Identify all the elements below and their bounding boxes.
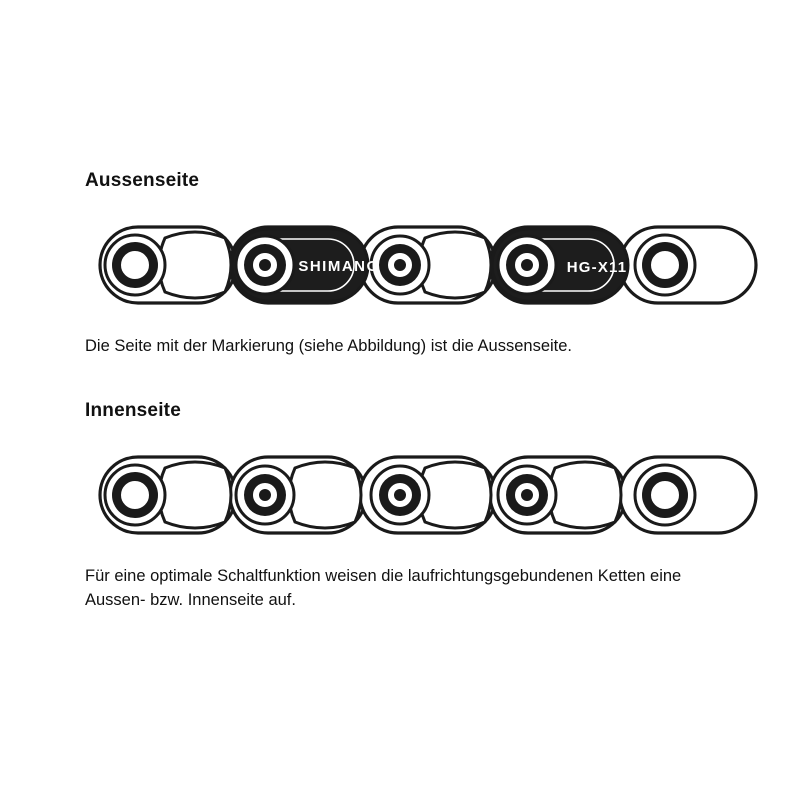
section-inner-side (0, 400, 800, 612)
caption-aussenseite: Die Seite mit der Markierung (siehe Abbildung) ist die Aussenseite. (85, 337, 572, 355)
caption-innenseite-line1: Für eine optimale Schaltfunktion weisen die laufrichtungsgebundenen Ketten eine (85, 567, 682, 585)
chain-diagram-inner (0, 440, 800, 550)
chain-marking-hgx11: HG-X11 (566, 259, 628, 276)
section-outer-side (0, 170, 800, 358)
chain-diagram-outer (0, 210, 800, 320)
chain-marking-shimano: SHIMANO (298, 258, 380, 275)
caption-innenseite-line2: Aussen- bzw. Innenseite auf. (85, 591, 296, 609)
heading-aussenseite: Aussenseite (85, 170, 200, 191)
heading-innenseite: Innenseite (85, 400, 181, 421)
